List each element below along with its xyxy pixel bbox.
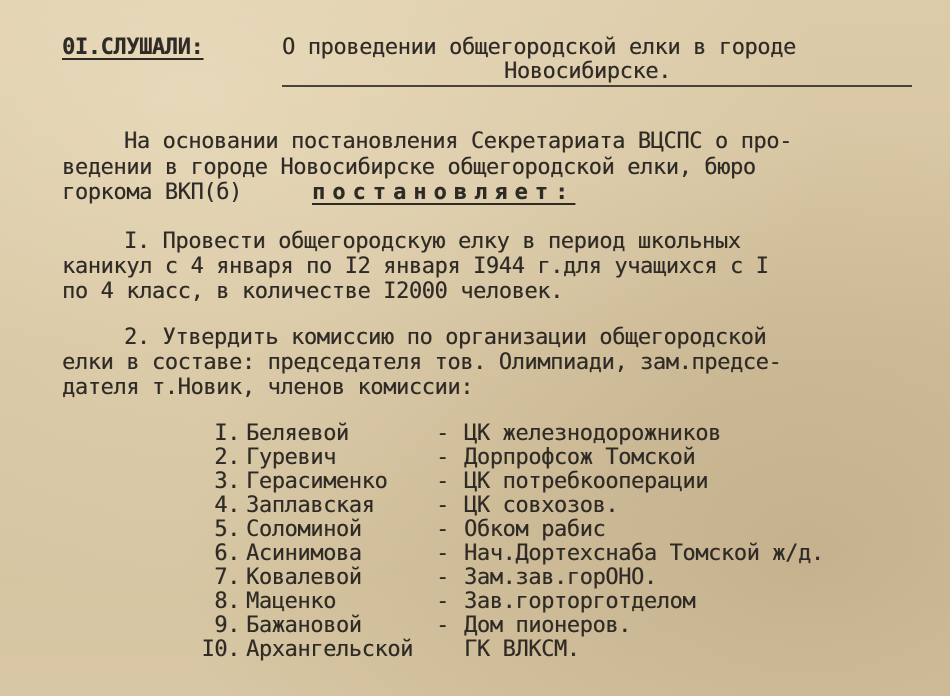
member-dash: - [436, 613, 449, 638]
member-dash: - [436, 589, 449, 614]
member-dash: - [436, 517, 449, 542]
heading-label: 0I.СЛУШАЛИ: [62, 35, 204, 60]
member-organization: Дом пионеров. [464, 613, 631, 638]
item1-line3: по 4 класс, в количестве I2000 человек. [62, 279, 563, 304]
member-organization: ГК ВЛКСМ. [464, 637, 580, 662]
member-organization: Дорпрофсож Томской [464, 445, 696, 470]
item2-line2: елки в составе: председателя тов. Олимпиади, зам.предсе- [62, 350, 782, 375]
member-name: Заплавская [246, 493, 375, 518]
member-dash: - [436, 445, 449, 470]
member-number: 7. [214, 565, 240, 590]
intro-line3-prefix: горкома ВКП(б) [62, 180, 242, 205]
member-organization: Зав.горторготделом [464, 589, 696, 614]
member-organization: ЦК железнодорожников [464, 421, 721, 446]
member-number: I. [214, 421, 240, 446]
member-number: 6. [214, 541, 240, 566]
member-organization: Зам.зав.горОНО. [464, 565, 657, 590]
member-number: 5. [214, 517, 240, 542]
item1-line1: I. Провести общегородскую елку в период школьных [124, 229, 741, 254]
intro-line1: На основании постановления Секретариата ВЦСПС о про- [124, 129, 792, 154]
member-organization: Обком рабис [464, 517, 606, 542]
member-number: 8. [214, 589, 240, 614]
heading-title-line1: О проведении общегородской елки в городе [282, 35, 796, 60]
heading-title-line2: Новосибирске. [504, 59, 671, 84]
member-name: Соломиной [246, 517, 362, 542]
member-number: 9. [214, 613, 240, 638]
member-name: Ковалевой [246, 565, 362, 590]
member-number: 3. [214, 469, 240, 494]
member-dash: - [436, 493, 449, 518]
member-dash: - [436, 541, 449, 566]
member-organization: ЦК совхозов. [464, 493, 619, 518]
member-name: Бажановой [246, 613, 362, 638]
member-name: Асинимова [246, 541, 362, 566]
item2-line3: дателя т.Новик, членов комиссии: [62, 375, 474, 400]
member-name: Герасименко [246, 469, 388, 494]
member-name: Маценко [246, 589, 336, 614]
decision-word: постановляет: [312, 180, 576, 205]
member-organization: Нач.Дортехснаба Томской ж/д. [464, 541, 824, 566]
member-dash: - [436, 565, 449, 590]
item2-line1: 2. Утвердить комиссию по организации общегородской [124, 325, 767, 350]
member-number: 2. [214, 445, 240, 470]
member-number: I0. [201, 637, 240, 662]
member-dash: - [436, 469, 449, 494]
member-name: Беляевой [246, 421, 349, 446]
intro-line2: ведении в городе Новосибирске общегородской елки, бюро [62, 155, 756, 180]
member-number: 4. [214, 493, 240, 518]
item1-line2: каникул с 4 января по I2 января I944 г.для учащихся с I [62, 254, 769, 279]
heading-underline [282, 85, 912, 87]
member-organization: ЦК потребкооперации [464, 469, 709, 494]
member-dash: - [436, 421, 449, 446]
member-name: Архангельской [246, 637, 413, 662]
member-name: Гуревич [246, 445, 336, 470]
